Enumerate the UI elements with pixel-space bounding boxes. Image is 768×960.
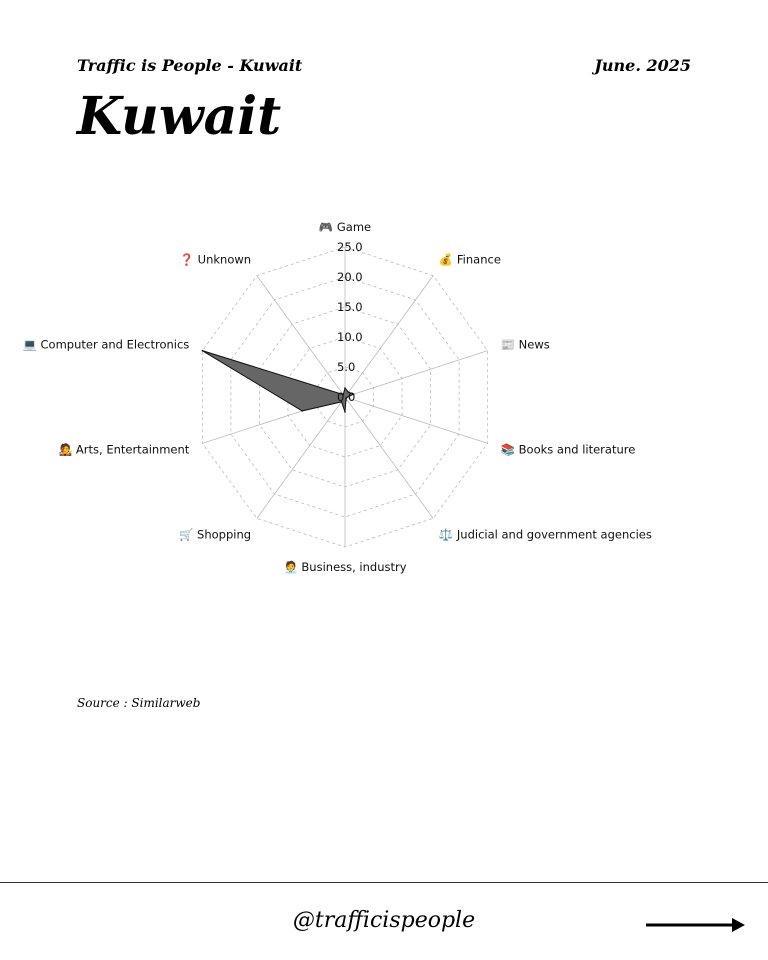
grid-spoke [345, 351, 488, 397]
radial-tick-label: 15.0 [337, 300, 363, 314]
data-area [202, 351, 356, 412]
radial-tick-label: 20.0 [337, 270, 363, 284]
report-subtitle: Traffic is People - Kuwait [77, 56, 303, 75]
footer-divider [0, 882, 768, 883]
grid-spoke [345, 397, 433, 518]
data-point [202, 350, 204, 352]
grid-spoke [257, 397, 345, 518]
data-point [301, 410, 303, 412]
radial-tick-label: 10.0 [337, 330, 363, 344]
category-label: 🎮 Game [318, 220, 372, 234]
category-label: 💰 Finance [438, 252, 501, 267]
category-label: ❓ Unknown [179, 252, 252, 267]
source-note: Source : Similarweb [77, 696, 201, 710]
arrow-right-icon[interactable] [646, 914, 746, 936]
category-label: 📚 Books and literature [500, 442, 636, 457]
category-label: ⚖️ Judicial and government agencies [438, 527, 652, 542]
category-label: 🧑‍💼 Business, industry [283, 560, 407, 574]
category-label: 🛒 Shopping [179, 527, 252, 542]
radial-tick-label: 5.0 [337, 360, 356, 374]
grid-spoke [345, 397, 488, 443]
social-handle: @trafficispeople [292, 908, 476, 933]
radial-tick-label: 0.0 [337, 390, 356, 404]
category-label: 🧑‍🎤 Arts, Entertainment [57, 442, 190, 457]
page-title: Kuwait [77, 86, 282, 147]
category-label: 💻 Computer and Electronics [22, 337, 190, 352]
category-label: 📰 News [500, 337, 550, 352]
data-point [344, 387, 346, 389]
data-point [344, 411, 346, 413]
radial-tick-label: 25.0 [337, 240, 363, 254]
report-date: June. 2025 [594, 56, 691, 75]
